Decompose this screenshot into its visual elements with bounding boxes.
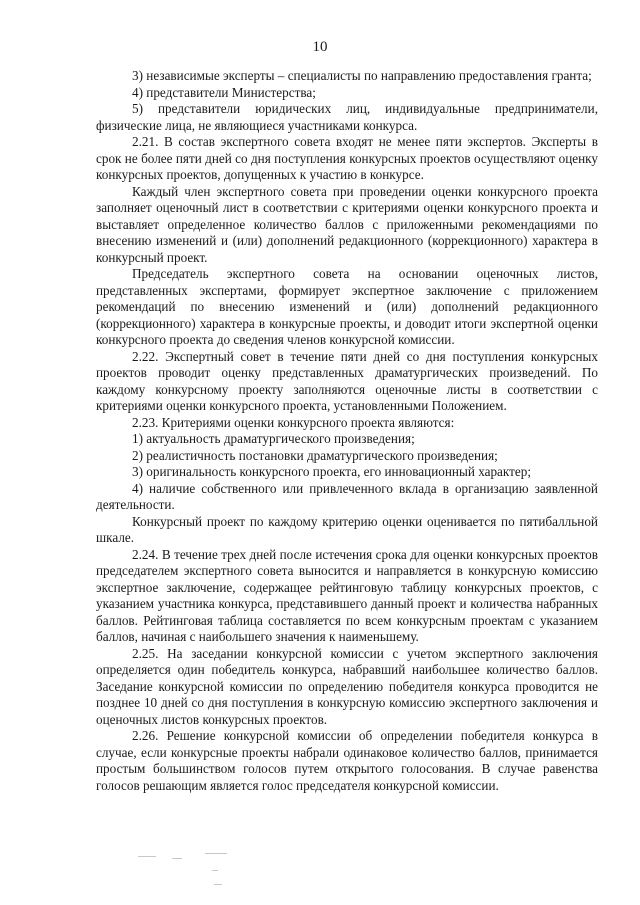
scan-speckle	[214, 884, 222, 885]
paragraph-2-23: 2.23. Критериями оценки конкурсного проекта являются:	[132, 414, 455, 430]
document-body	[96, 68, 598, 794]
paragraph-2-24: 2.24. В течение трех дней после истечения срока для оценки конкурсных проектов председателем экспертного совета выносится и направляется в конкурсную комиссию экспертное заключение, содержащее рейтинговую таблицу конкурсных проектов, с указанием участника конкурса, представившего данный проект и количества набранных баллов. Рейтинговая таблица составляется по всем конкурсным проектам с указанием баллов, начиная с наибольшего значения к наименьшему.	[96, 546, 598, 644]
page-number: 10	[312, 39, 328, 55]
scan-speckle	[212, 870, 218, 871]
paragraph-legal-entities: 5) представители юридических лиц, индивидуальные предприниматели, физические лица, не являющиеся участниками конкурса.	[96, 101, 598, 133]
paragraph-chairman-conclusion: Председатель экспертного совета на основании оценочных листов, представленных экспертами, формирует экспертное заключение с приложением рекомендаций по внесению изменений и (или) дополнений редакционного (коррекционного) характера в конкурсные проекты, и доводит итоги экспертной оценки конкурсного проекта до сведения членов конкурсной комиссии.	[96, 266, 598, 347]
scan-speckle	[172, 858, 182, 859]
paragraph-criterion-contribution: 4) наличие собственного или привлеченного вклада в организацию заявленной деятельности.	[96, 480, 598, 512]
paragraph-2-26: 2.26. Решение конкурсной комиссии об определении победителя конкурса в случае, если конкурсные проекты набрали одинаковое количество баллов, принимается простым большинством голосов путем открытого голосования. В случае равенства голосов решающим является голос председателя конкурсной комиссии.	[96, 728, 598, 793]
paragraph-criterion-originality: 3) оригинальность конкурсного проекта, его инновационный характер;	[132, 464, 532, 479]
scan-speckle	[138, 856, 156, 857]
paragraph-2-22: 2.22. Экспертный совет в течение пяти дней со дня поступления конкурсных проектов проводит оценку представленных драматургических произведений. По каждому конкурсному проекту заполняются оценочные листы в соответствии с критериями оценки конкурсного проекта, установленными Положением.	[96, 348, 598, 413]
paragraph-independent-experts: 3) независимые эксперты – специалисты по направлению предоставления гранта;	[132, 68, 592, 83]
paragraph-2-21: 2.21. В состав экспертного совета входят не менее пяти экспертов. Эксперты в срок не более пяти дней со дня поступления конкурсных проектов осуществляют оценку конкурсных проектов, допущенных к участию в конкурсе.	[96, 134, 598, 182]
paragraph-2-25: 2.25. На заседании конкурсной комиссии с учетом экспертного заключения определяется один победитель конкурса, набравший наибольшее количество баллов. Заседание конкурсной комиссии по определению победителя конкурса проводится не позднее 10 дней со дня поступления в конкурсную комиссию экспертного заключения и оценочных листов конкурсных проектов.	[96, 645, 598, 727]
paragraph-ministry-representatives: 4) представители Министерства;	[132, 84, 316, 100]
paragraph-criterion-realism: 2) реалистичность постановки драматургического произведения;	[132, 447, 498, 463]
paragraph-expert-evaluation-sheet: Каждый член экспертного совета при проведении оценки конкурсного проекта заполняет оценочный лист в соответствии с критериями оценки конкурсного проекта и выставляет определенное количество баллов с приложенными рекомендациями по внесению изменений и (или) дополнений редакционного (коррекционного) характера в конкурсный проект.	[96, 183, 598, 265]
paragraph-criterion-relevance: 1) актуальность драматургического произведения;	[132, 431, 415, 446]
scan-speckle	[205, 853, 227, 854]
paragraph-five-point-scale: Конкурсный проект по каждому критерию оценки оценивается по пятибалльной шкале.	[96, 513, 598, 545]
